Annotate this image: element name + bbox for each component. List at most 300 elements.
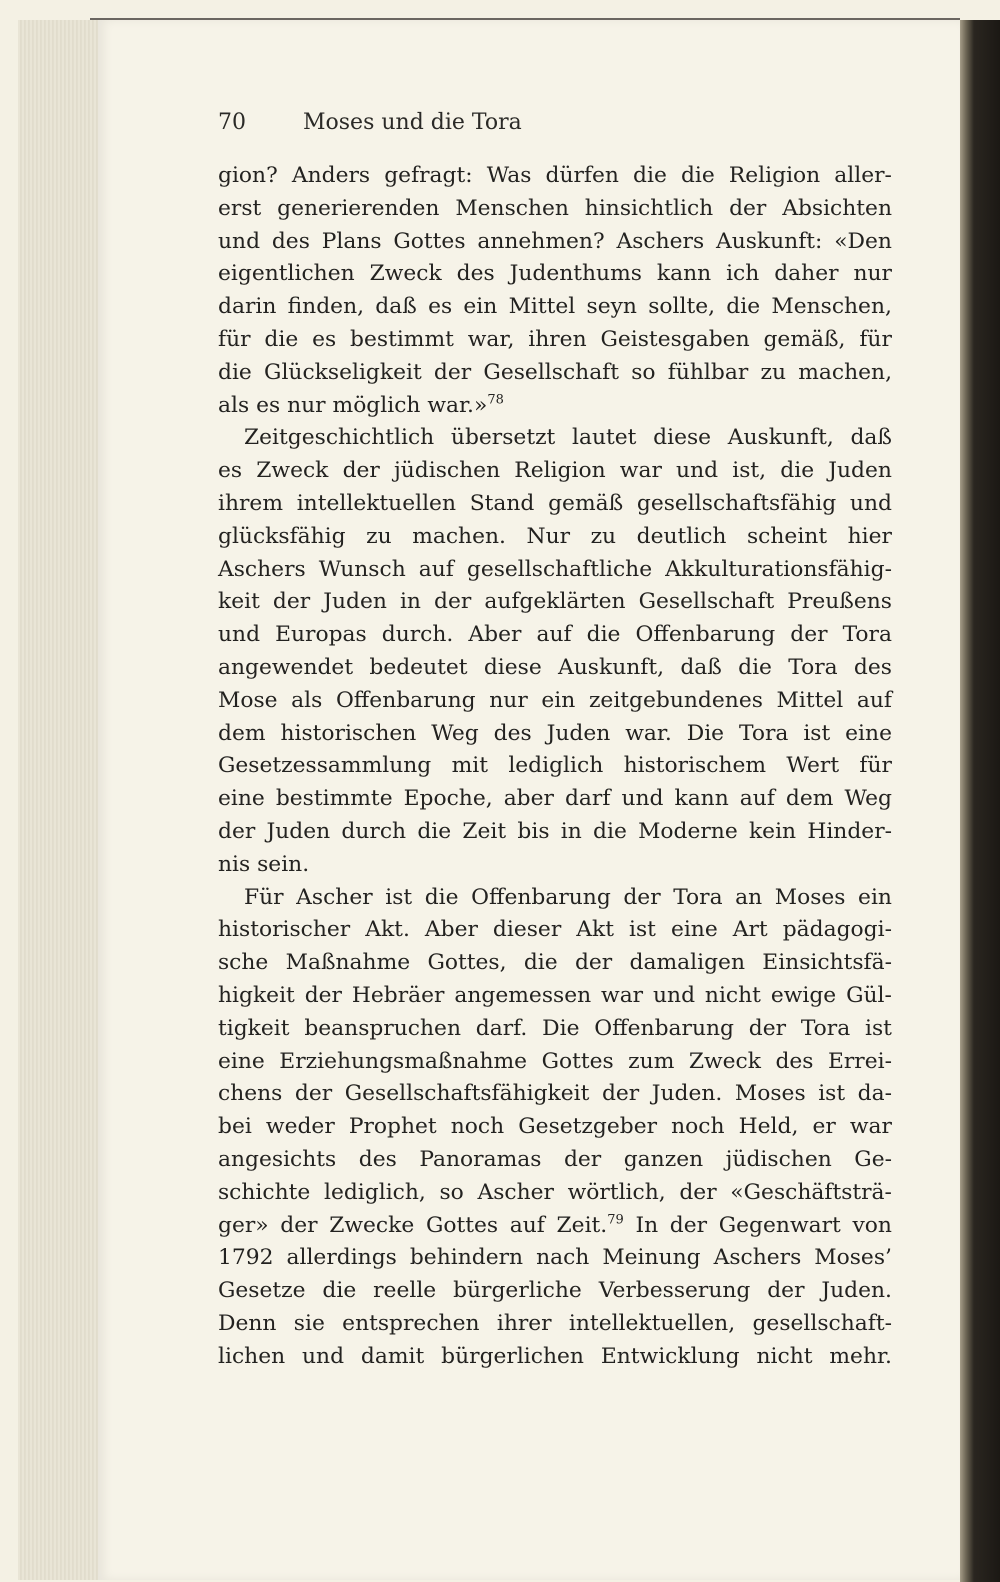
word: die (424, 884, 459, 910)
word: Stand (469, 490, 535, 516)
word: ewige (770, 982, 837, 1008)
page-number: 70 (218, 110, 246, 135)
word: der (433, 359, 472, 385)
word: die (322, 1278, 357, 1304)
word: aufgeklärten (484, 589, 626, 615)
word: nicht (704, 982, 761, 1008)
word: der (748, 1015, 787, 1041)
word: die (680, 163, 715, 188)
word: pädagogi- (782, 917, 892, 943)
word: des (358, 1146, 397, 1172)
text-line (218, 750, 892, 783)
word: Tora (739, 720, 789, 746)
word: die (738, 654, 772, 680)
word: angewendet (218, 654, 354, 680)
word: Denn (218, 1310, 277, 1336)
word: Wert (786, 753, 840, 779)
word: Geistesgaben (600, 326, 750, 352)
word: der (574, 950, 613, 976)
word: Zeitgeschichtlich (244, 425, 435, 451)
word: generierenden (277, 195, 440, 221)
word: Mittel (508, 294, 576, 320)
text-line (218, 1111, 892, 1144)
word: ist (385, 884, 413, 910)
word: des (853, 654, 892, 680)
word: entsprechen (342, 1310, 480, 1336)
word: war (849, 1114, 892, 1140)
word: Zeit.$^{79}$ (556, 1212, 624, 1238)
word: des (775, 1048, 814, 1074)
word: es (218, 458, 243, 484)
word: aber (503, 786, 554, 812)
word: eigentlichen (218, 261, 355, 287)
text-line (218, 226, 892, 259)
text-line (218, 422, 892, 455)
word: Gesellschaft (483, 359, 620, 385)
word: ist (818, 1081, 846, 1107)
word: bestimmt (350, 326, 454, 352)
word: Aschers (616, 228, 705, 254)
word: es (312, 326, 337, 352)
word: darf (564, 786, 611, 812)
word: Gottes (541, 1048, 614, 1074)
word: historischem (623, 753, 767, 779)
word: Juden (323, 589, 387, 615)
word: Menschen (455, 195, 569, 221)
word: auf (509, 1212, 545, 1238)
word: bedeutet (369, 654, 468, 680)
word: Ascher (477, 1179, 554, 1205)
word: Zweck (688, 1048, 761, 1074)
word: zum (628, 1048, 675, 1074)
word: Zweck (369, 261, 442, 287)
word: Auskunft: (715, 228, 823, 254)
word: Held, (738, 1114, 799, 1140)
word: Erziehungsmaßnahme (279, 1048, 528, 1074)
text-line (218, 718, 892, 751)
word: kann (674, 786, 729, 812)
word: Tora (800, 1015, 851, 1041)
word: bei (218, 1114, 252, 1140)
word: eine (845, 720, 892, 746)
word: der (767, 1278, 805, 1304)
word: nach (536, 1245, 590, 1271)
text-line (218, 1210, 892, 1243)
text-line (218, 1046, 892, 1079)
word: Offenbarung (471, 884, 611, 910)
word: von (852, 1212, 892, 1238)
word: für (218, 326, 251, 352)
text-line (218, 849, 892, 882)
word: als (291, 687, 323, 713)
word: hier (847, 523, 892, 549)
word: gemäß (548, 490, 624, 516)
word: nur (853, 261, 892, 287)
word: eine (218, 1048, 265, 1074)
word: so (439, 1179, 464, 1205)
text-line (218, 652, 892, 685)
word: Hebräer (351, 982, 445, 1008)
word: higkeit (218, 982, 295, 1008)
text-line (218, 914, 892, 947)
word: der (218, 818, 256, 844)
word: historischen (280, 720, 417, 746)
word: bis (517, 818, 550, 844)
word: kein (748, 818, 797, 844)
word: Meinung (602, 1245, 701, 1271)
word: es (428, 294, 453, 320)
word: «Den (834, 228, 892, 254)
word: Religion (514, 458, 606, 484)
word: der (272, 589, 311, 615)
word: die (780, 458, 815, 484)
word: Hinder- (807, 818, 892, 844)
text-line (218, 521, 892, 554)
word: Art (732, 917, 768, 943)
word: lediglich, (323, 1179, 426, 1205)
word: Ge- (854, 1146, 892, 1172)
word: Akt. (365, 917, 410, 943)
word: der (679, 1179, 717, 1205)
word: der (563, 1146, 602, 1172)
word: der (601, 1081, 640, 1107)
word: übersetzt (450, 425, 556, 451)
word: Glückseligkeit (264, 359, 422, 385)
word: Juden. (821, 1278, 892, 1304)
word: Tora (842, 622, 892, 648)
text-line (218, 882, 892, 915)
word: ihrem (218, 490, 283, 516)
word: Auskunft, (558, 654, 665, 680)
word: auf (739, 786, 775, 812)
word: lichen (218, 1343, 286, 1369)
word: Tora (673, 884, 723, 910)
page-edge-stack (18, 20, 100, 1580)
word: machen, (798, 359, 892, 385)
word: sche (218, 950, 269, 976)
word: für (859, 753, 892, 779)
word: In (635, 1212, 659, 1238)
word: «Geschäftsträ- (730, 1179, 892, 1205)
book-gutter (960, 20, 1000, 1582)
text-line (218, 554, 892, 587)
text-line (218, 1242, 892, 1275)
word: deutlich (636, 523, 727, 549)
word: dem (785, 786, 834, 812)
word: beanspruchen (304, 1015, 461, 1041)
text-line (218, 455, 892, 488)
word: jüdischen (725, 1146, 832, 1172)
word: Religion (728, 163, 821, 188)
word: auf (536, 622, 572, 648)
word: durch (341, 818, 407, 844)
word: der (280, 1212, 318, 1238)
word: kann (656, 261, 712, 287)
word: Moses (774, 884, 846, 910)
word: Moses (734, 1081, 806, 1107)
word: ein (541, 687, 576, 713)
word: Gesellschaft (638, 589, 775, 615)
word: noch (450, 1114, 505, 1140)
word: annehmen? (477, 228, 605, 254)
word: mit (451, 753, 488, 779)
word: ihren (528, 326, 587, 352)
word: auf (856, 687, 892, 713)
word: Aber (424, 917, 478, 943)
word: angemessen (454, 982, 592, 1008)
word: Europas (275, 622, 367, 648)
word: noch (671, 1114, 725, 1140)
word: und (653, 982, 696, 1008)
word: daß (375, 294, 417, 320)
word: hinsichtlich (584, 195, 714, 221)
text-line (218, 1177, 892, 1210)
word: Epoche, (403, 786, 493, 812)
word: Entwicklung (600, 1343, 740, 1369)
word: eine (670, 917, 718, 943)
word: des (271, 228, 310, 254)
word: der (790, 622, 828, 648)
word: Offenbarung (335, 687, 476, 713)
text-line (218, 1078, 892, 1111)
line-text: als es nur möglich war.»$^{78}$ (218, 392, 504, 418)
word: er (812, 1114, 836, 1140)
word: der (669, 1212, 708, 1238)
word: die (523, 950, 558, 976)
word: Gottes (425, 1212, 499, 1238)
word: Menschen, (771, 294, 892, 320)
word: aller- (834, 163, 892, 188)
text-line (218, 816, 892, 849)
word: Juden (266, 818, 331, 844)
word: Verbesserung (598, 1278, 751, 1304)
word: für (859, 326, 892, 352)
word: war (619, 458, 662, 484)
word: Die (686, 720, 725, 746)
word: lediglich (508, 753, 604, 779)
word: zu (590, 523, 617, 549)
word: ist (629, 917, 656, 943)
word: diese (483, 654, 542, 680)
word: darf. (475, 1015, 528, 1041)
word: Wunsch (318, 556, 406, 582)
word: ich (726, 261, 760, 287)
word: bestimmte (275, 786, 393, 812)
word: die (593, 818, 627, 844)
word: Gesetzgeber (518, 1114, 658, 1140)
word: sollte, (648, 294, 716, 320)
word: darin (218, 294, 277, 320)
word: ist (865, 1015, 892, 1041)
word: gemäß, (763, 326, 846, 352)
word: Aschers (218, 556, 306, 582)
word: Juden. (651, 1081, 723, 1107)
word: dürfen (545, 163, 619, 188)
word: allerdings (286, 1245, 397, 1271)
word: wörtlich, (567, 1179, 666, 1205)
word: erst (218, 195, 262, 221)
word: Aber (468, 622, 522, 648)
text-line (218, 685, 892, 718)
word: Offenbarung (635, 622, 776, 648)
word: war (601, 982, 644, 1008)
word: war, (467, 326, 515, 352)
word: Tora (788, 654, 838, 680)
word: war. (625, 720, 672, 746)
word: sie (293, 1310, 325, 1336)
word: Moses’ (814, 1245, 892, 1271)
running-title: Moses und die Tora (303, 110, 522, 135)
footnote-ref: 78 (487, 392, 504, 408)
word: nur (489, 687, 528, 713)
word: gesellschaftsfähig (636, 490, 837, 516)
text-line (218, 390, 892, 423)
word: der (434, 589, 472, 615)
word: Für (244, 884, 284, 910)
text-line (218, 160, 892, 193)
text-line (218, 488, 892, 521)
text-line (218, 291, 892, 324)
word: nicht (756, 1343, 813, 1369)
word: durch. (381, 622, 454, 648)
word: mehr. (829, 1343, 892, 1369)
word: Die (542, 1015, 580, 1041)
word: tigkeit (218, 1015, 290, 1041)
word: und (302, 1343, 345, 1369)
word: chens (218, 1081, 283, 1107)
word: weder (265, 1114, 335, 1140)
word: scheint (747, 523, 828, 549)
text-line (218, 1013, 892, 1046)
word: jüdischen (394, 458, 501, 484)
word: und (218, 622, 261, 648)
word: intellektuellen, (568, 1310, 736, 1336)
running-head (218, 110, 522, 135)
word: diese (653, 425, 712, 451)
word: gesellschaft- (752, 1310, 892, 1336)
word: Zweck (256, 458, 329, 484)
word: Weg (431, 720, 479, 746)
text-line (218, 1308, 892, 1341)
word: Akkulturationsfähig- (665, 556, 892, 582)
word: 1792 (218, 1245, 274, 1271)
word: ein (463, 294, 498, 320)
text-line (218, 258, 892, 291)
word: seyn (586, 294, 637, 320)
word: Panoramas (419, 1146, 542, 1172)
word: Gesetzessammlung (218, 753, 432, 779)
word: Plans (321, 228, 382, 254)
word: die (586, 622, 621, 648)
word: der (729, 195, 767, 221)
word: Einsichtsfä- (762, 950, 892, 976)
word: Errei- (827, 1048, 892, 1074)
word: gion? (218, 163, 278, 188)
word: ist (803, 720, 831, 746)
word: der (623, 884, 661, 910)
word: Judenthums (509, 261, 642, 287)
word: die (417, 818, 452, 844)
word: ganzen (623, 1146, 704, 1172)
word: damaligen (629, 950, 745, 976)
word: ihrer (496, 1310, 552, 1336)
word: des (493, 720, 532, 746)
text-line (218, 619, 892, 652)
word: Ascher (296, 884, 373, 910)
word: gesellschaftliche (466, 556, 653, 582)
word: des (456, 261, 495, 287)
word: Preußens (787, 589, 892, 615)
word: reelle (373, 1278, 437, 1304)
word: Aschers (713, 1245, 802, 1271)
text-line (218, 980, 892, 1013)
word: daß (850, 425, 892, 451)
word: Offenbarung (594, 1015, 734, 1041)
word: und (621, 786, 664, 812)
word: Gottes, (427, 950, 507, 976)
word: Gesellschaftsfähigkeit (344, 1081, 590, 1107)
word: dem (218, 720, 266, 746)
word: schichte (218, 1179, 311, 1205)
word: der (304, 982, 342, 1008)
word: Auskunft, (727, 425, 834, 451)
word: zu (760, 359, 786, 385)
text-line (218, 586, 892, 619)
word: der (294, 1081, 333, 1107)
line-text: nis sein. (218, 851, 310, 877)
word: die (218, 359, 252, 385)
word: und (849, 490, 892, 516)
word: eine (218, 786, 265, 812)
word: Anders (291, 163, 371, 188)
text-line (218, 783, 892, 816)
scan-top-strip (0, 0, 1000, 20)
word: daß (680, 654, 722, 680)
word: Juden (828, 458, 892, 484)
word: Juden (546, 720, 611, 746)
word: da- (857, 1081, 892, 1107)
word: Maßnahme (285, 950, 411, 976)
text-line (218, 193, 892, 226)
text-line (218, 324, 892, 357)
word: Gesetze (218, 1278, 306, 1304)
word: keit (218, 589, 260, 615)
word: so (631, 359, 656, 385)
word: die (264, 326, 299, 352)
word: die (726, 294, 761, 320)
word: Zwecke (329, 1212, 415, 1238)
word: Weg (844, 786, 892, 812)
body-text (218, 160, 892, 1373)
text-line (218, 357, 892, 390)
text-line (218, 1341, 892, 1374)
text-line (218, 1144, 892, 1177)
footnote-ref: 79 (607, 1212, 624, 1228)
word: ger» (218, 1212, 269, 1238)
word: Akt (576, 917, 614, 943)
word: daher (774, 261, 839, 287)
word: behindern (409, 1245, 524, 1271)
word: die (633, 163, 667, 188)
word: in (399, 589, 421, 615)
word: Mittel (776, 687, 844, 713)
word: und (676, 458, 719, 484)
word: ein (858, 884, 892, 910)
word: dieser (492, 917, 562, 943)
text-line (218, 947, 892, 980)
word: und (218, 228, 261, 254)
word: Gottes (393, 228, 466, 254)
